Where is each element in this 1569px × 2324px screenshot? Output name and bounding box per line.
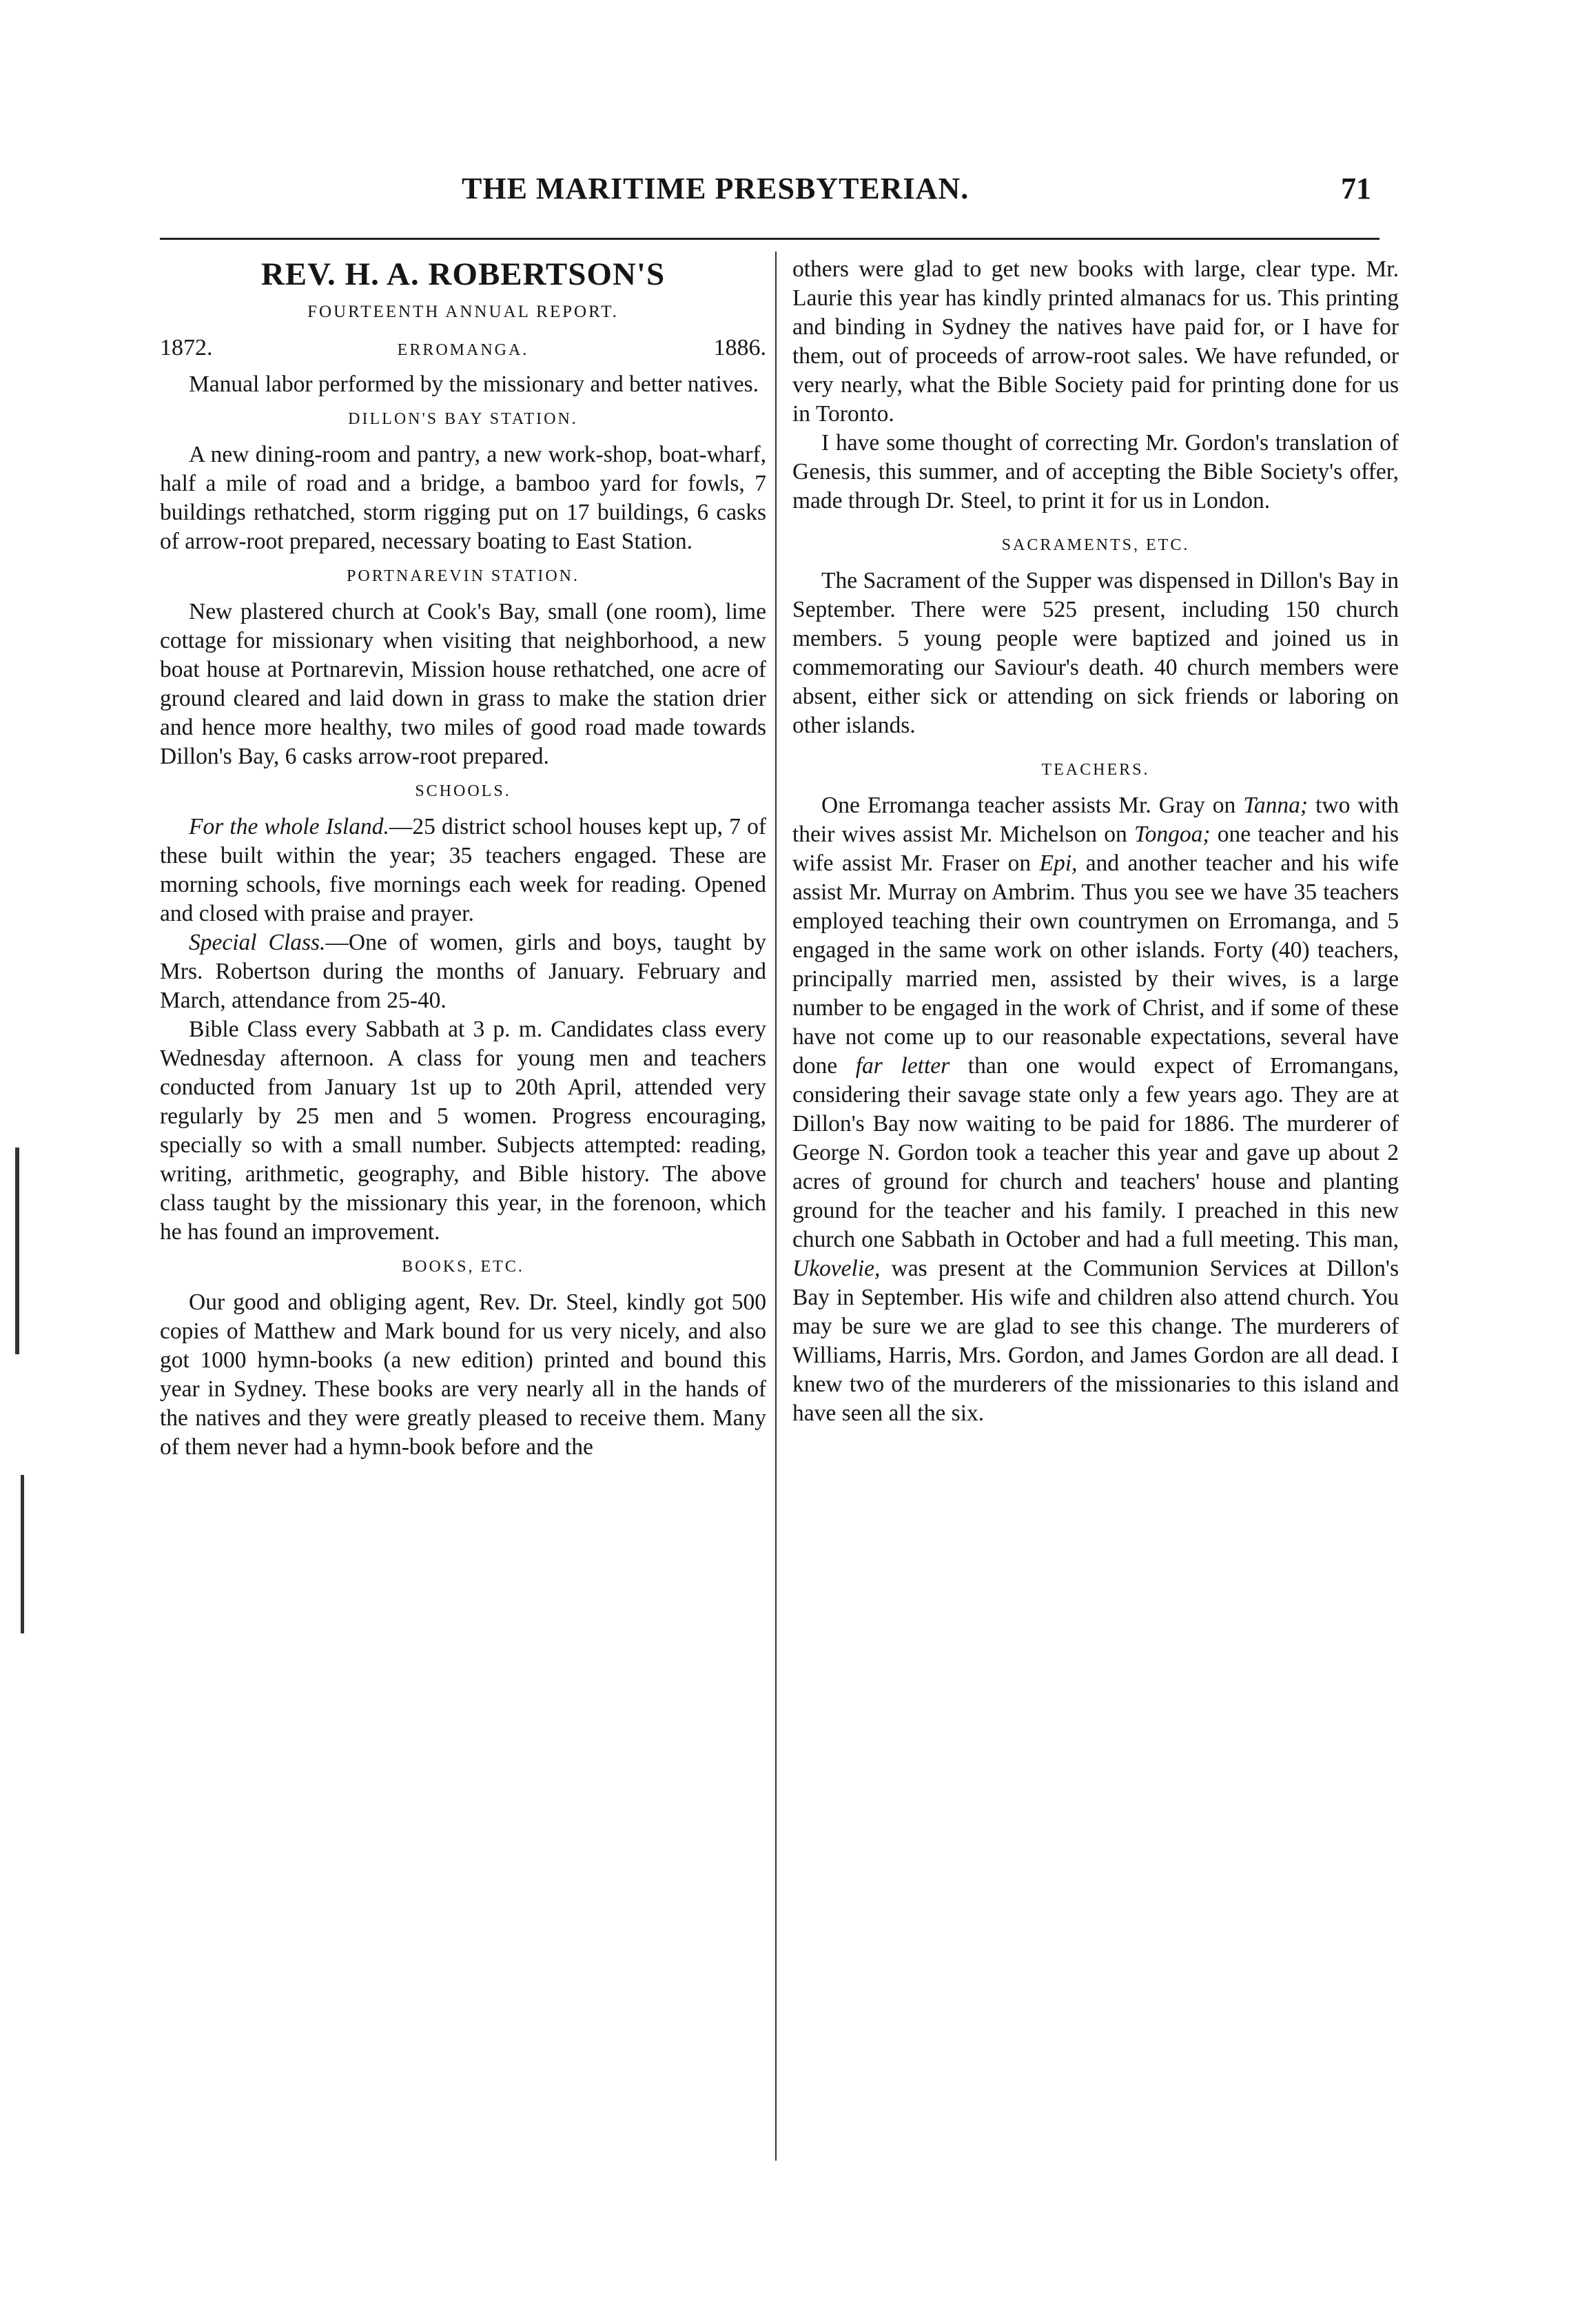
schools-paragraph-1: For the whole Island.—25 district school houses kept up, 7 of these built within the year; 35 teachers engaged. These are morning schools, five mornings each week for reading. Opened and closed with praise and prayer. bbox=[160, 814, 766, 926]
article-subtitle: FOURTEENTH ANNUAL REPORT. bbox=[307, 303, 619, 321]
sacraments-paragraph: The Sacrament of the Supper was dispensed in Dillon's Bay in September. There were 525 present, including 150 church members. 5 young people were baptized and joined us in commemorating our Saviour's death. 40 church members were absent, either sick or attending on sick friends or laboring on other islands. bbox=[792, 568, 1399, 738]
section-heading-books: BOOKS, ETC. bbox=[402, 1258, 524, 1276]
column-divider bbox=[775, 252, 777, 2161]
dateline bbox=[160, 334, 766, 365]
books-paragraph-1-continued: others were glad to get new books with large, clear type. Mr. Laurie this year has kindly printed almanacs for us. This printing and binding in Sydney the natives have paid for, or I have for them, out of proceeds of arrow-root sales. We have refunded, or very nearly, what the Bible Society paid for printing done for us in Toronto. bbox=[792, 256, 1399, 427]
schools-paragraph-3: Bible Class every Sabbath at 3 p. m. Candidates class every Wednesday afternoon. A class for young men and teachers conducted from January 1st up to 20th April, attended very regularly by 25 men and 5 women. Progress encouraging, specially so with a small number. Subjects attempted: reading, writing, arithmetic, geography, and Bible history. The above class taught by the missionary this year, in the forenoon, which he has found an improvement. bbox=[160, 1017, 766, 1245]
intro-paragraph: Manual labor performed by the missionary and better natives. bbox=[189, 371, 759, 397]
running-title: THE MARITIME PRESBYTERIAN. bbox=[462, 172, 970, 205]
scan-margin-mark bbox=[15, 1148, 19, 1354]
teachers-paragraph: One Erromanga teacher assists Mr. Gray on Tanna; two with their wives assist Mr. Michelson on Tongoa; one teacher and his wife assist Mr. Fraser on Epi, and another teacher and his wife assist Mr. Murray on Ambrim. Thus you see we have 35 teachers employed teaching their own countrymen on Erromanga, and 5 engaged in the same work on other islands. Forty (40) teachers, principally married men, assisted by their wives, is a large number to be engaged in the work of Christ, and if some of these have not come up to our reasonable expectations, several have done far letter than one would expect of Erromangans, considering their savage state only a few years ago. They are at Dillon's Bay now waiting to be paid for 1886. The murderer of George N. Gordon took a teacher this year and gave up about 2 acres of ground for church and teachers' house and planting ground for the teacher and his family. I preached in this new church one Sabbath in October and had a full meeting. This man, Ukovelie, was present at the Communion Services at Dillon's Bay in September. His wife and children also attend church. You may be sure we are glad to see this change. The murderers of Williams, Harris, Mrs. Gordon, and James Gordon are all dead. I knew two of the murderers of the missionaries to this island and have seen all the six. bbox=[792, 793, 1399, 1426]
section-heading-teachers: TEACHERS. bbox=[1041, 761, 1150, 779]
section-heading-portnarevin: PORTNAREVIN STATION. bbox=[347, 567, 580, 585]
schools-paragraph-2: Special Class.—One of women, girls and boys, taught by Mrs. Robertson during the months of January. February and March, attendance from 25-40. bbox=[160, 930, 766, 1013]
year-end: 1886. bbox=[713, 335, 766, 360]
scan-margin-mark bbox=[21, 1475, 24, 1633]
year-start: 1872. bbox=[160, 335, 213, 360]
books-paragraph-2: I have some thought of correcting Mr. Gordon's translation of Genesis, this summer, and of accepting the Bible Society's offer, made through Dr. Steel, to print it for us in London. bbox=[792, 430, 1399, 513]
right-column bbox=[792, 255, 1399, 1428]
schools-lead-1: For the whole Island. bbox=[189, 814, 389, 839]
header-rule bbox=[160, 238, 1380, 240]
section-heading-dillons-bay: DILLON'S BAY STATION. bbox=[348, 410, 578, 428]
dillons-bay-paragraph: A new dining-room and pantry, a new work-shop, boat-wharf, half a mile of road and a bridge, a bamboo yard for fowls, 7 buildings rethatched, storm rigging put on 17 buildings, 6 casks of arrow-root prepared, necessary boating to East Station. bbox=[160, 442, 766, 554]
article-title: REV. H. A. ROBERTSON'S bbox=[260, 256, 666, 292]
page-number: 71 bbox=[1341, 172, 1371, 205]
schools-lead-2: Special Class. bbox=[189, 930, 326, 955]
section-heading-schools: SCHOOLS. bbox=[415, 782, 511, 800]
place-name: ERROMANGA. bbox=[397, 341, 529, 359]
page-header bbox=[462, 171, 1371, 219]
section-heading-sacraments: SACRAMENTS, ETC. bbox=[1001, 536, 1190, 554]
books-paragraph-1: Our good and obliging agent, Rev. Dr. Steel, kindly got 500 copies of Matthew and Mark bound for us very nicely, and also got 1000 hymn-books (a new edition) printed and bound this year in Sydney. These books are very nearly all in the hands of the natives and they were greatly pleased to receive them. Many of them never had a hymn-book before and the bbox=[160, 1290, 766, 1460]
portnarevin-paragraph: New plastered church at Cook's Bay, small (one room), lime cottage for missionary when visiting that neighborhood, a new boat house at Portnarevin, Mission house rethatched, one acre of ground cleared and laid down in grass to make the station drier and hence more healthy, two miles of good road made towards Dillon's Bay, 6 casks arrow-root prepared. bbox=[160, 599, 766, 769]
left-column bbox=[160, 255, 766, 1462]
